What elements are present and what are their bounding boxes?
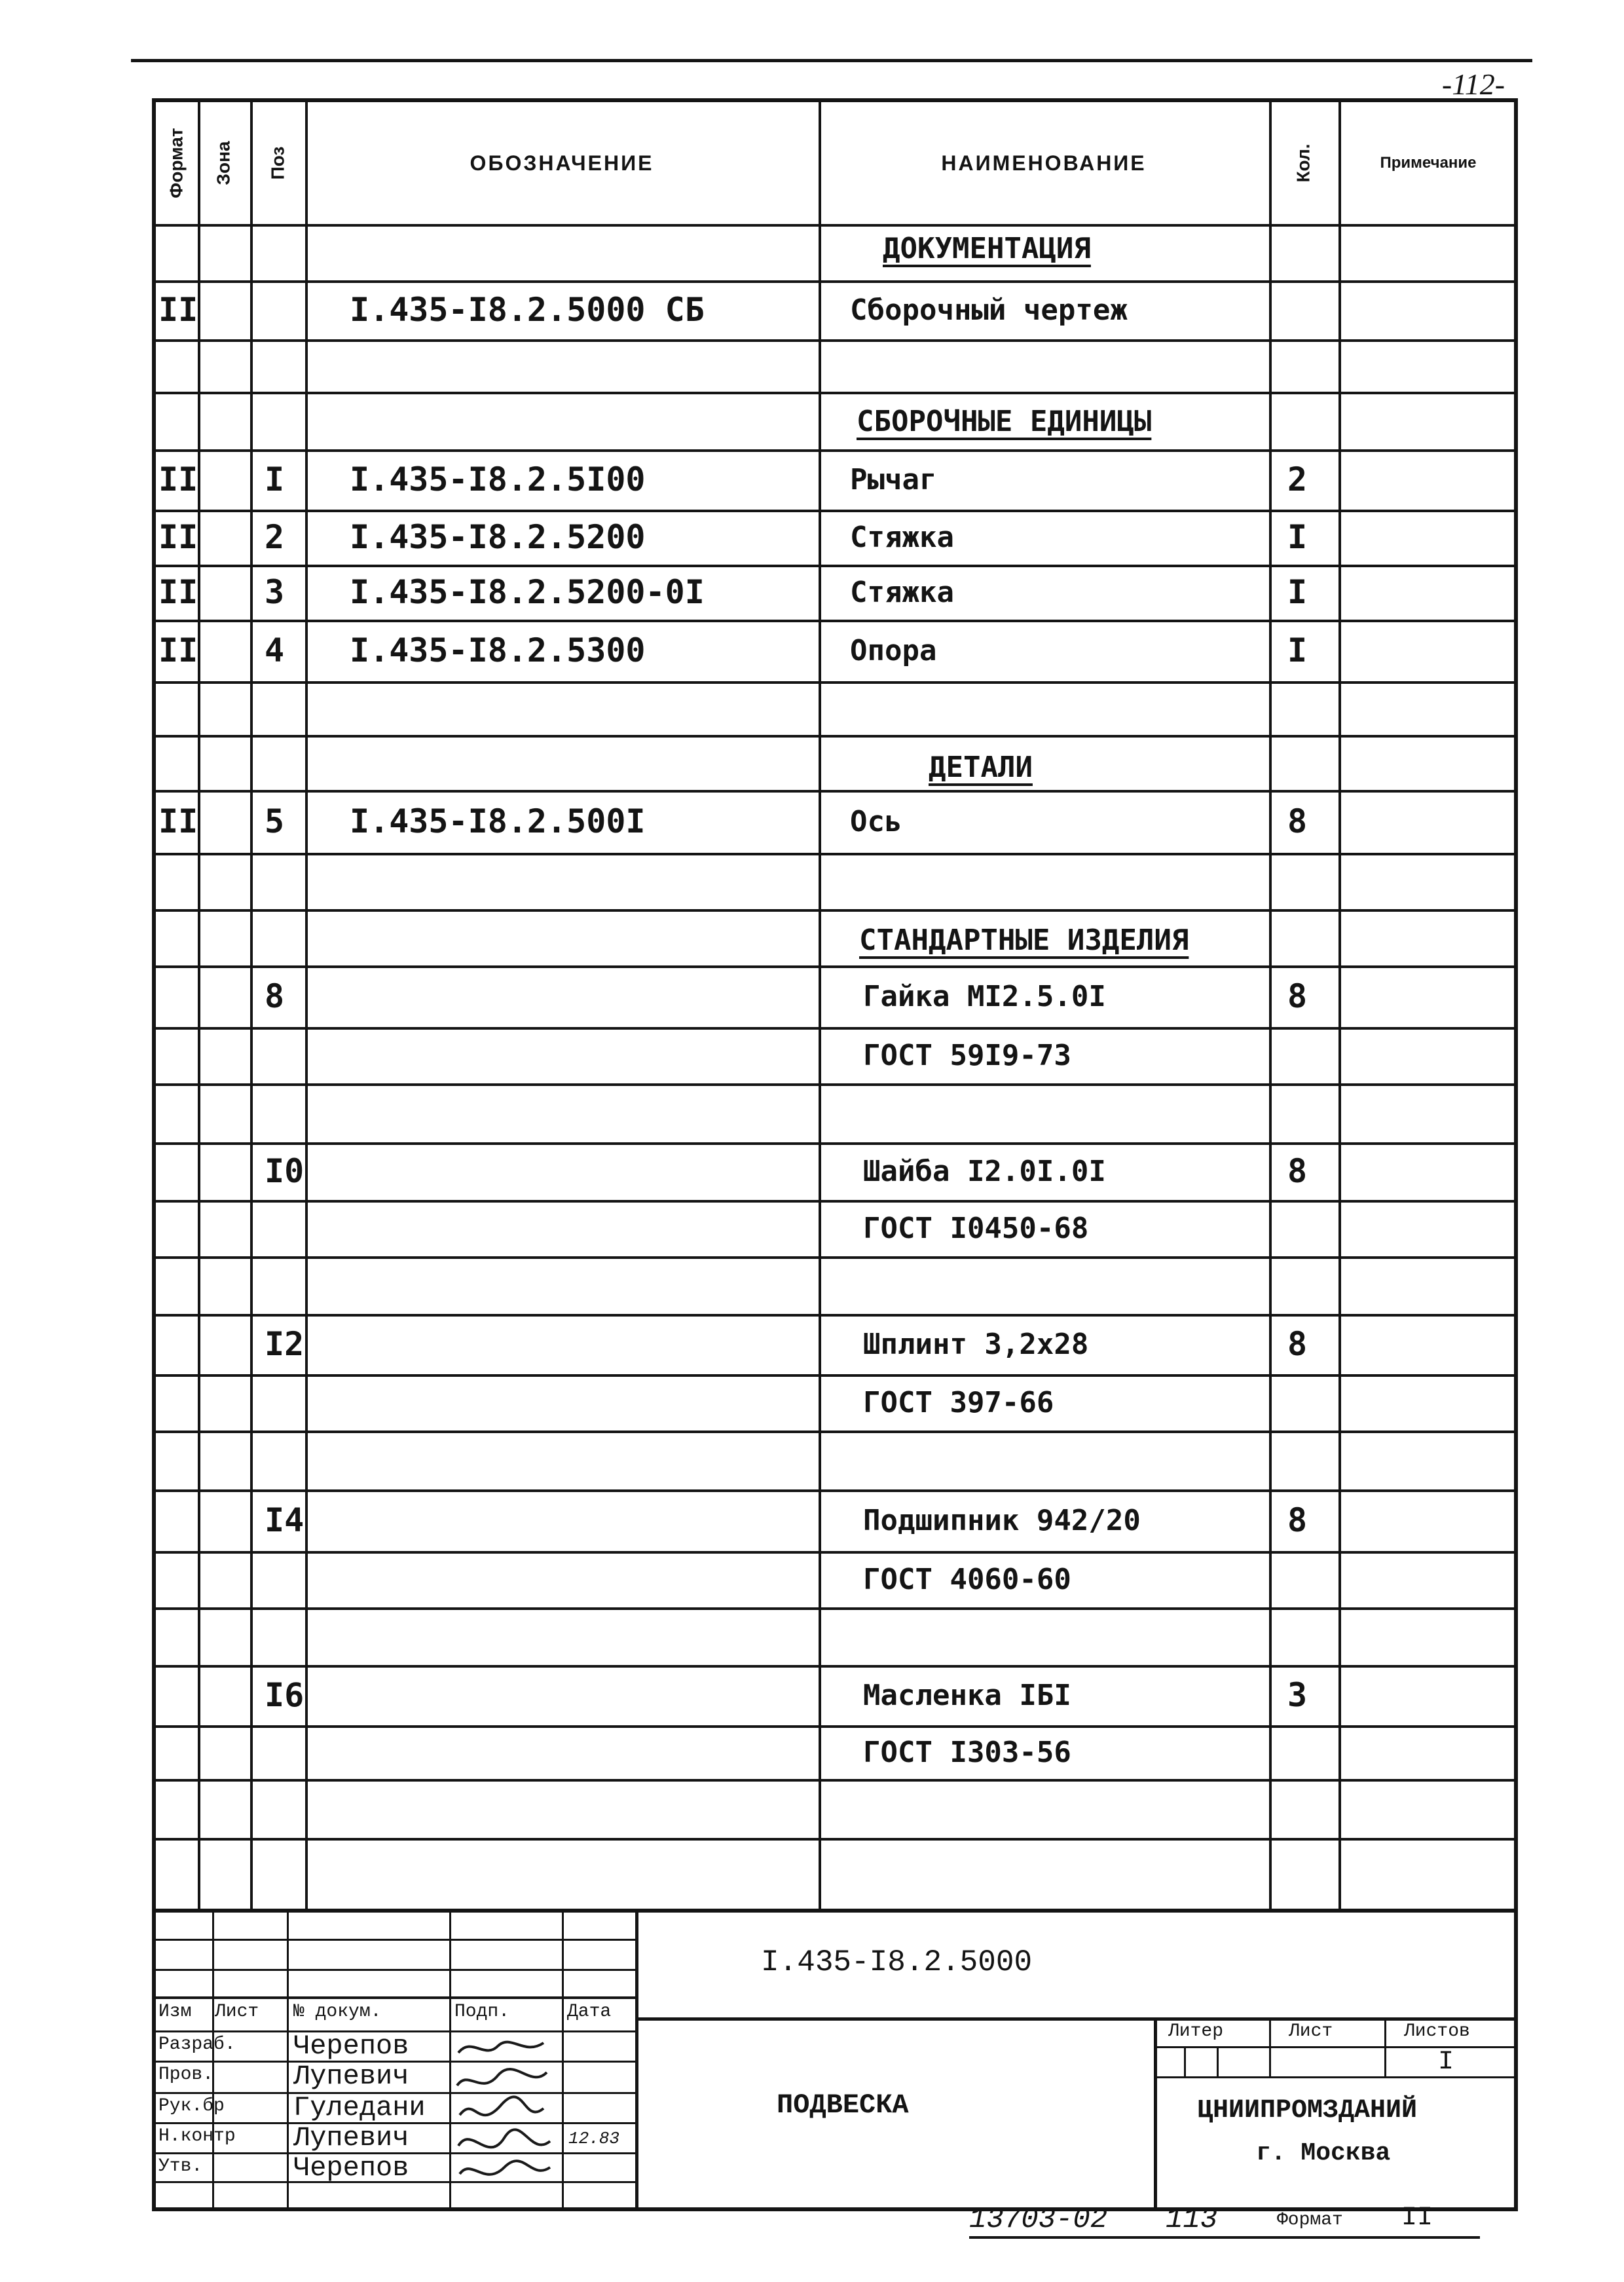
row-format: II	[158, 460, 198, 498]
header-zone: Зона	[213, 141, 234, 185]
row-line	[156, 1142, 1514, 1145]
section-standard: СТАНДАРТНЫЕ ИЗДЕЛИЯ	[859, 924, 1189, 957]
label-doc-number: № докум.	[293, 2002, 382, 2022]
header-qty: Кол.	[1293, 143, 1314, 183]
row-pos: I	[265, 460, 285, 498]
product-name: ПОДВЕСКА	[777, 2089, 909, 2121]
name-checker: Лупевич	[293, 2061, 409, 2092]
format-value: II	[1401, 2203, 1433, 2233]
label-date: Дата	[567, 2002, 612, 2022]
organization: ЦНИИПРОМЗДАНИЙ	[1197, 2096, 1418, 2125]
row-designation: I.435-I8.2.5200	[350, 518, 646, 556]
row-name: Подшипник 942/20	[863, 1503, 1141, 1537]
row-qty: 8	[1287, 1152, 1308, 1190]
row-name: Гайка МI2.5.0I	[863, 979, 1106, 1013]
tb-line	[1154, 2076, 1518, 2078]
row-designation: I.435-I8.2.5I00	[350, 460, 646, 498]
row-line	[156, 1314, 1514, 1317]
row-standard: ГОСТ 59I9-73	[863, 1038, 1071, 1072]
row-name: Шайба I2.0I.0I	[863, 1154, 1106, 1188]
col-line-format	[198, 102, 200, 1909]
city: г. Москва	[1256, 2139, 1391, 2167]
row-standard: ГОСТ 4060-60	[863, 1562, 1071, 1596]
role-developer: Разраб.	[158, 2034, 236, 2055]
row-designation: I.435-I8.2.5300	[350, 631, 646, 669]
tb-line	[1217, 2046, 1219, 2076]
row-pos: 5	[265, 802, 285, 840]
row-line	[156, 1374, 1514, 1377]
row-pos: 3	[265, 573, 285, 611]
doc-number: I.435-I8.2.5000	[761, 1945, 1033, 1979]
row-format: II	[158, 518, 198, 556]
row-line	[156, 909, 1514, 912]
role-approved: Утв.	[158, 2156, 203, 2177]
header-format: Формат	[166, 128, 187, 198]
row-qty: 3	[1287, 1676, 1308, 1714]
section-assemblies: СБОРОЧНЫЕ ЕДИНИЦЫ	[857, 405, 1152, 438]
section-documentation: ДОКУМЕНТАЦИЯ	[883, 232, 1091, 265]
tb-line	[1269, 2017, 1271, 2076]
col-line-zone	[250, 102, 253, 1909]
row-line	[156, 392, 1514, 394]
row-pos: 8	[265, 977, 285, 1015]
tb-line	[156, 1996, 635, 1999]
tb-line	[287, 1913, 289, 2207]
label-sign: Подп.	[454, 2002, 510, 2022]
row-pos: 4	[265, 631, 285, 669]
label-sheet: Лист	[1289, 2021, 1333, 2042]
stamp-underline	[969, 2236, 1480, 2239]
tb-line	[156, 1939, 635, 1941]
row-qty: 8	[1287, 1325, 1308, 1363]
archive-number: 13703-02	[969, 2203, 1108, 2236]
row-line	[156, 1607, 1514, 1610]
role-checker: Пров.	[158, 2065, 214, 2085]
row-designation: I.435-I8.2.5200-0I	[350, 573, 705, 611]
row-line	[156, 681, 1514, 684]
tb-line	[635, 1913, 638, 2207]
row-name: Рычаг	[850, 462, 937, 496]
row-qty: 8	[1287, 802, 1308, 840]
row-standard: ГОСТ 397-66	[863, 1385, 1054, 1419]
tb-line	[1384, 2017, 1386, 2076]
row-name: Стяжка	[850, 575, 954, 609]
row-line	[156, 1551, 1514, 1554]
row-designation: I.435-I8.2.500I	[350, 802, 646, 840]
row-name: Ось	[850, 804, 902, 838]
col-line-qty	[1338, 102, 1341, 1909]
label-izm: Изм	[158, 2002, 192, 2022]
name-norm-control: Лупевич	[293, 2122, 409, 2154]
row-line	[156, 1665, 1514, 1668]
row-pos: I0	[265, 1152, 304, 1190]
label-liter: Литер	[1168, 2021, 1224, 2042]
name-team-lead: Гуледани	[293, 2092, 426, 2123]
header-divider	[156, 224, 1514, 227]
row-line	[156, 853, 1514, 855]
row-line	[156, 1027, 1514, 1030]
row-name: Масленка IБI	[863, 1678, 1071, 1712]
row-line	[156, 1489, 1514, 1492]
label-list: Лист	[215, 2002, 259, 2022]
tb-line	[156, 1969, 635, 1971]
row-line	[156, 1725, 1514, 1728]
row-line	[156, 1200, 1514, 1203]
header-note: Примечание	[1380, 154, 1477, 172]
row-name: Опора	[850, 633, 937, 667]
row-pos: 2	[265, 518, 285, 556]
specification-table	[152, 98, 1518, 1913]
row-line	[156, 1779, 1514, 1782]
row-line	[156, 1256, 1514, 1259]
row-pos: I2	[265, 1325, 304, 1363]
tb-line	[1154, 2046, 1518, 2048]
row-qty: 8	[1287, 1501, 1308, 1539]
section-parts: ДЕТАЛИ	[929, 751, 1033, 784]
row-name: Сборочный чертеж	[850, 293, 1128, 327]
row-format: II	[158, 573, 198, 611]
row-line	[156, 735, 1514, 738]
tb-line	[212, 1913, 214, 2207]
header-name: НАИМЕНОВАНИЕ	[941, 151, 1147, 175]
row-pos: I4	[265, 1501, 304, 1539]
row-name: Стяжка	[850, 520, 954, 554]
header-designation: ОБОЗНАЧЕНИЕ	[470, 151, 654, 175]
date-mark: 12.83	[568, 2129, 620, 2148]
row-line	[156, 1083, 1514, 1086]
row-format: II	[158, 631, 198, 669]
col-line-designation	[819, 102, 821, 1909]
row-format: II	[158, 291, 198, 329]
row-line	[156, 965, 1514, 968]
col-line-name	[1269, 102, 1272, 1909]
row-standard: ГОСТ I303-56	[863, 1735, 1071, 1769]
role-team-lead: Рук.бр	[158, 2096, 225, 2116]
signatures	[452, 2033, 557, 2184]
row-qty: 2	[1287, 460, 1308, 498]
archive-stamp	[969, 2199, 1519, 2245]
col-line-pos	[305, 102, 308, 1909]
tb-line	[1184, 2046, 1186, 2076]
page-number: -112-	[1441, 67, 1505, 101]
row-qty: I	[1287, 631, 1308, 669]
row-qty: I	[1287, 518, 1308, 556]
label-sheets: Листов	[1404, 2021, 1470, 2042]
sheets-value: I	[1438, 2048, 1454, 2077]
row-qty: I	[1287, 573, 1308, 611]
title-block	[152, 1913, 1518, 2211]
row-designation: I.435-I8.2.5000 СБ	[350, 291, 705, 329]
row-line	[156, 339, 1514, 342]
format-label: Формат	[1277, 2210, 1343, 2230]
row-format: II	[158, 802, 198, 840]
sheet-number: 113	[1166, 2203, 1218, 2236]
name-approved: Черепов	[293, 2152, 409, 2184]
tb-line	[562, 1913, 564, 2207]
row-standard: ГОСТ I0450-68	[863, 1211, 1089, 1245]
row-pos: I6	[265, 1676, 304, 1714]
role-norm-control: Н.контр	[158, 2126, 236, 2146]
row-name: Шплинт 3,2х28	[863, 1327, 1089, 1361]
row-qty: 8	[1287, 977, 1308, 1015]
name-developer: Черепов	[293, 2030, 409, 2062]
tb-line	[449, 1913, 451, 2207]
header-pos: Поз	[267, 146, 287, 180]
row-line	[156, 1431, 1514, 1433]
row-line	[156, 1838, 1514, 1841]
top-border-line	[131, 59, 1532, 62]
